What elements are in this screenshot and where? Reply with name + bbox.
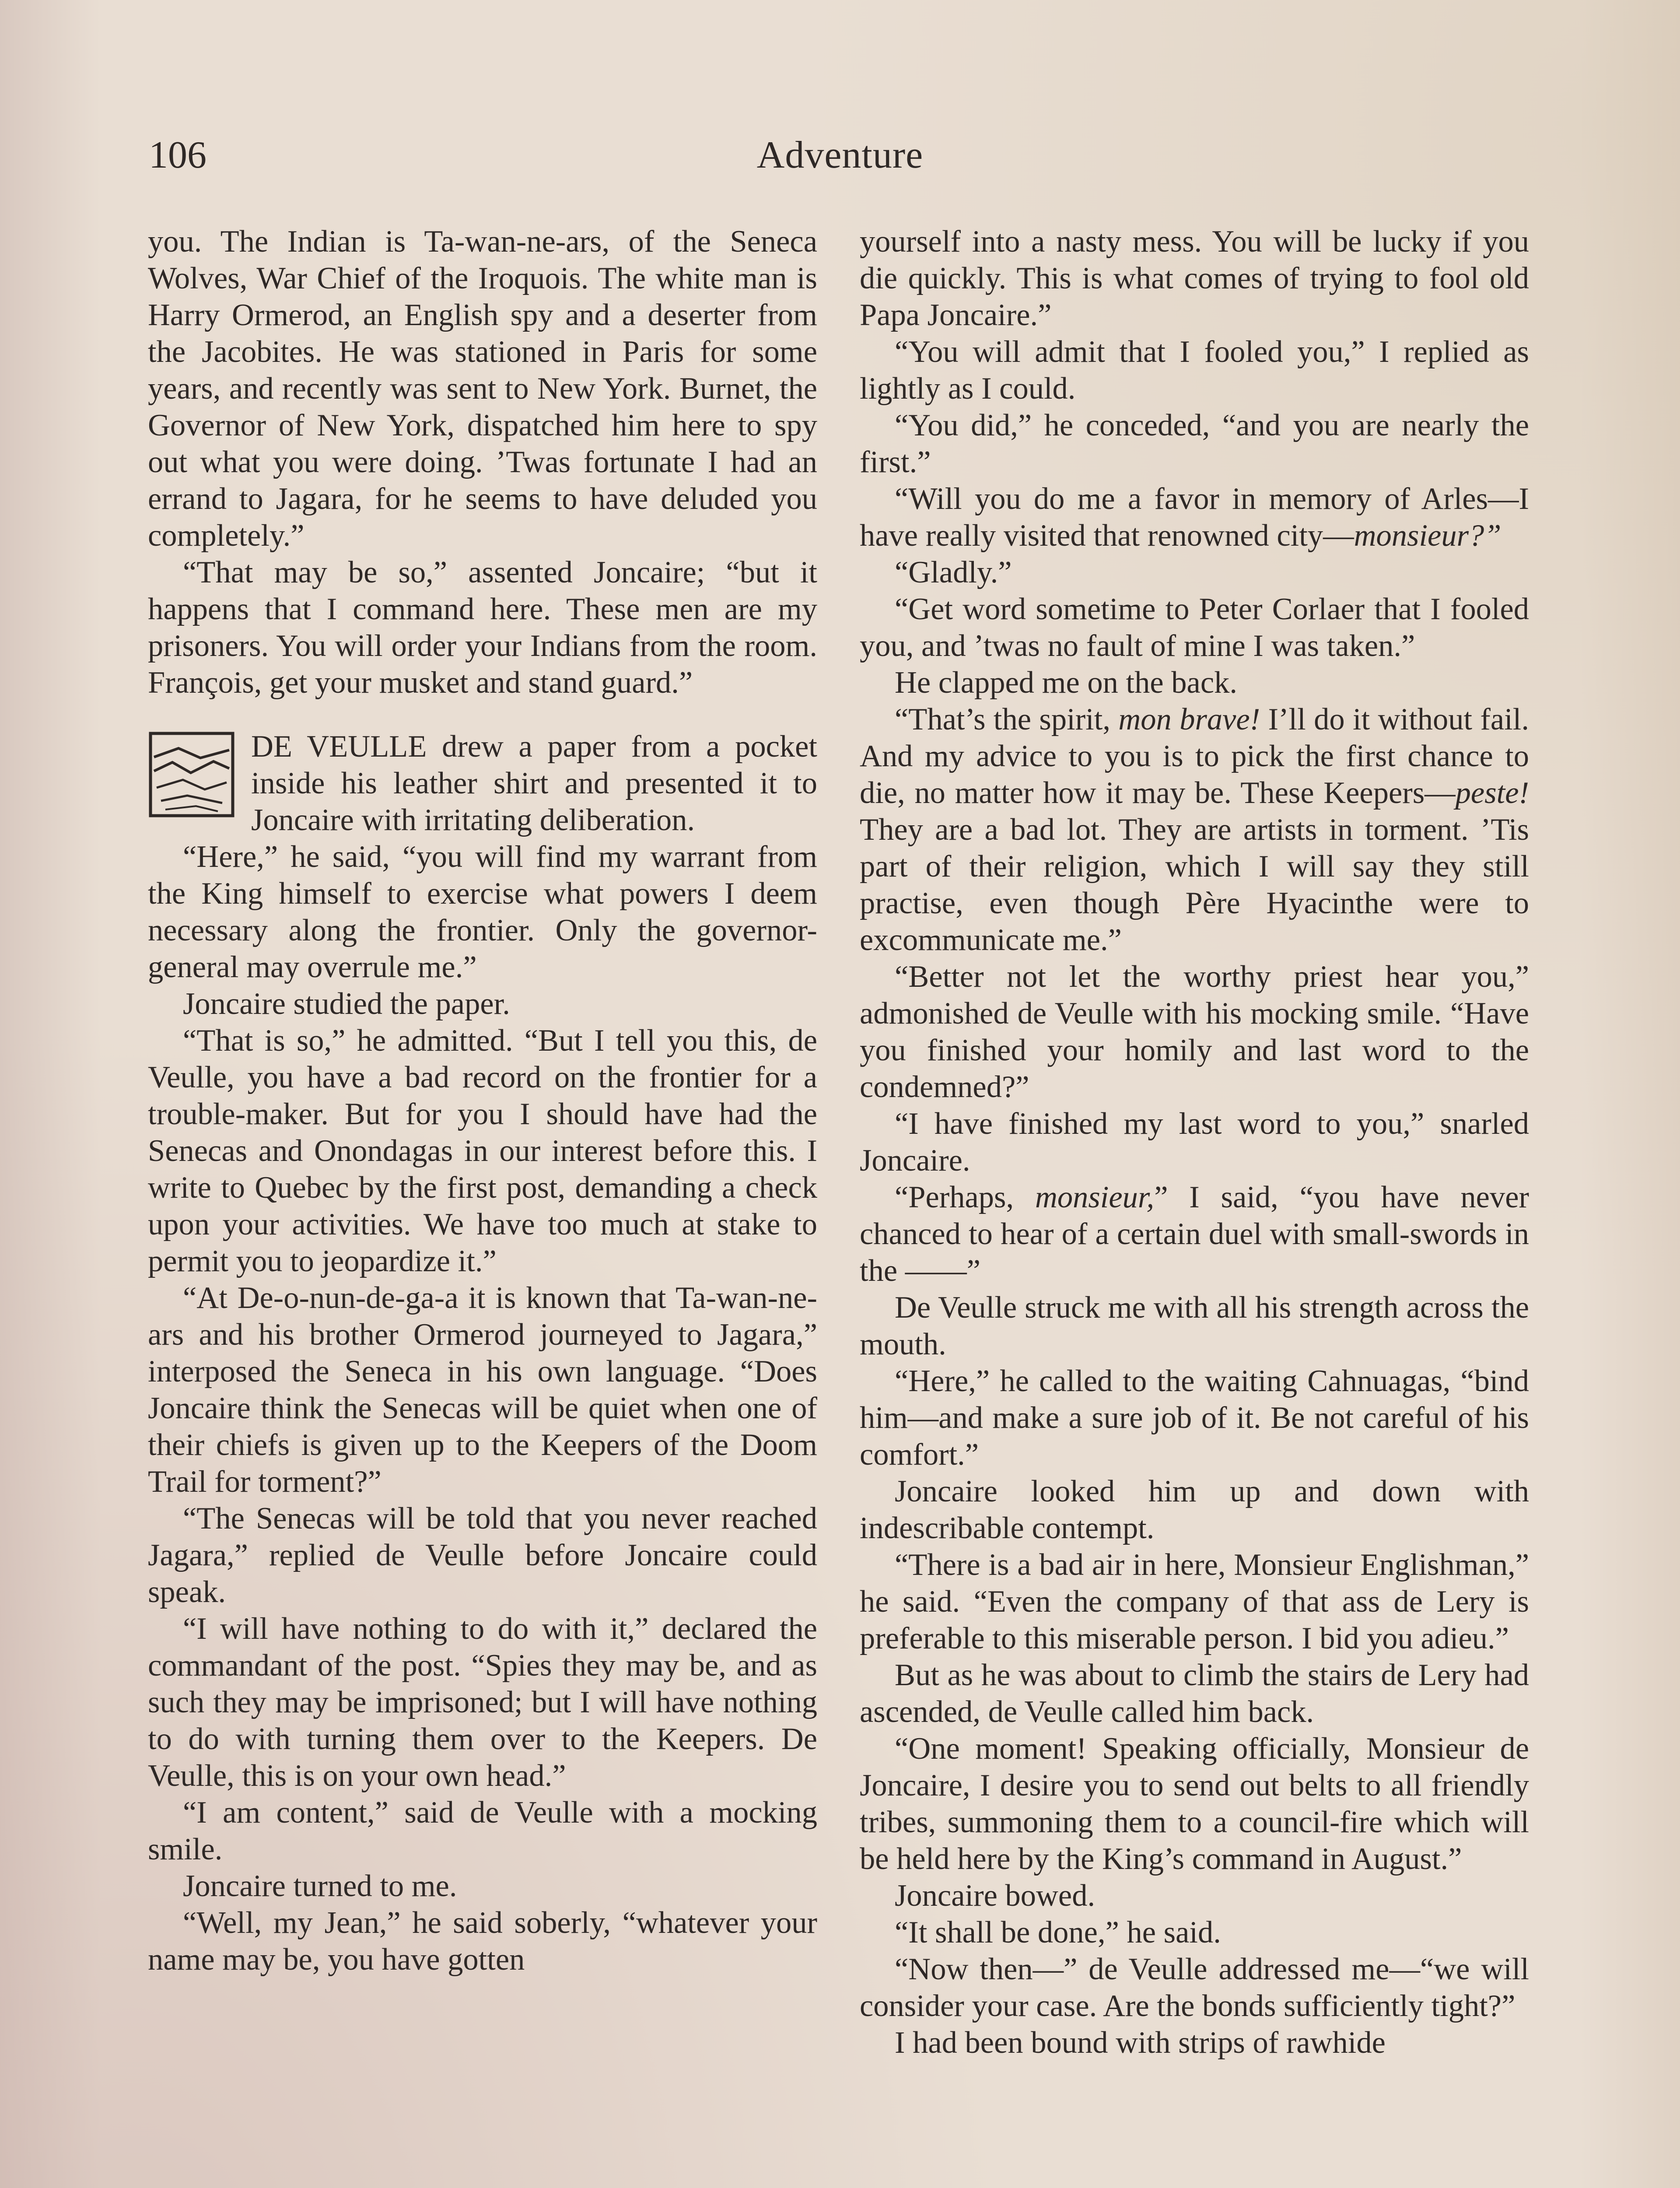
- paragraph: “Well, my Jean,” he said soberly, “whatever your name may be, you have gotten: [148, 1906, 817, 1977]
- paragraph: “I have finished my last word to you,” snarled Joncaire.: [860, 1107, 1529, 1178]
- page-header: [149, 131, 1531, 179]
- left-column: [148, 223, 817, 1978]
- paragraph: “You did,” he conceded, “and you are nearly the first.”: [860, 408, 1529, 479]
- right-column: [860, 223, 1529, 2061]
- paragraph: “I will have nothing to do with it,” declared the commandant of the post. “Spies they may be, and as such they may be imprisoned; but I will have nothing to do with turning them over to the Keepers. De Veulle, this is on your own head.”: [148, 1612, 817, 1793]
- paragraph: Joncaire bowed.: [895, 1879, 1096, 1913]
- paragraph: Joncaire looked him up and down with indescribable contempt.: [860, 1474, 1529, 1545]
- paragraph: “At De-o-nun-de-ga-a it is known that Ta-wan-ne-ars and his brother Ormerod journeyed to Jagara,” interposed the Seneca in his own language. “Does Joncaire think the Senecas will be quiet when one of their chiefs is given up to the Keepers of the Doom Trail for torment?”: [148, 1281, 817, 1499]
- paragraph: “Now then—” de Veulle addressed me—“we will consider your case. Are the bonds sufficiently tight?”: [860, 1952, 1529, 2023]
- paragraph: I had been bound with strips of rawhide: [895, 2026, 1386, 2060]
- text-run: I’ll do it without fail. And my advice to you is to pick the first chance to die, no matter how it may be. These Keepers—: [860, 702, 1529, 810]
- italic-text: monsieur?”: [1354, 519, 1502, 553]
- paragraph: Joncaire studied the paper.: [183, 987, 510, 1021]
- paragraph: Joncaire turned to me.: [183, 1869, 457, 1903]
- landscape-illustration-icon: [148, 731, 235, 818]
- paragraph: “Get word sometime to Peter Corlaer that I fooled you, and ’twas no fault of mine I was taken.”: [860, 592, 1529, 663]
- paragraph: [860, 701, 1529, 958]
- paragraph: “That may be so,” assented Joncaire; “but it happens that I command here. These men are my prisoners. You will order your Indians from the room. François, get your musket and stand guard.”: [148, 555, 817, 700]
- paragraph: “You will admit that I fooled you,” I replied as lightly as I could.: [860, 335, 1529, 406]
- paragraph: But as he was about to climb the stairs de Lery had ascended, de Veulle called him back.: [860, 1658, 1529, 1729]
- text-run: “Will you do me a favor in memory of Arles—I have really visited that renowned city—: [860, 482, 1529, 553]
- section-opening-paragraph: DE VEULLE drew a paper from a pocket inside his leather shirt and presented it to Joncaire with irritating deliberation.: [251, 729, 817, 837]
- text-run: ” I said, “you have never chanced to hear of a certain duel with small-swords in the ——”: [860, 1180, 1529, 1288]
- paragraph: “The Senecas will be told that you never reached Jagara,” replied de Veulle before Joncaire could speak.: [148, 1501, 817, 1609]
- paragraph: yourself into a nasty mess. You will be lucky if you die quickly. This is what comes of trying to fool old Papa Joncaire.”: [860, 224, 1529, 332]
- text-run: “That’s the spirit,: [895, 702, 1119, 736]
- paragraph: “It shall be done,” he said.: [895, 1915, 1221, 1950]
- page-number: 106: [149, 134, 206, 176]
- paragraph: “I am content,” said de Veulle with a mocking smile.: [148, 1795, 817, 1866]
- paragraph: “Better not let the worthy priest hear you,” admonished de Veulle with his mocking smile. “Have you finished your homily and last word to the condemned?”: [860, 960, 1529, 1104]
- italic-text: monsieur,: [1035, 1180, 1155, 1214]
- paragraph: “That is so,” he admitted. “But I tell you this, de Veulle, you have a bad record on the frontier for a trouble-maker. But for you I should have had the Senecas and Onondagas in our interest before this. I write to Quebec by the first post, demanding a check upon your activities. We have too much at stake to permit you to jeopardize it.”: [148, 1024, 817, 1278]
- text-run: They are a bad lot. They are artists in torment. ’Tis part of their religion, which I will say they still practise, even though Père Hyacinthe were to excommunicate me.”: [860, 813, 1529, 957]
- text-run: “Perhaps,: [895, 1180, 1035, 1214]
- paragraph: “One moment! Speaking officially, Monsieur de Joncaire, I desire you to send out belts to all friendly tribes, summoning them to a council-fire which will be held here by the King’s command in August.”: [860, 1732, 1529, 1876]
- paragraph: you. The Indian is Ta-wan-ne-ars, of the Seneca Wolves, War Chief of the Iroquois. The white man is Harry Ormerod, an English spy and a deserter from the Jacobites. He was stationed in Paris for some years, and recently was sent to New York. Burnet, the Governor of New York, dispatched him here to spy out what you were doing. ’Twas fortunate I had an errand to Jagara, for he seems to have deluded you completely.”: [148, 224, 817, 553]
- paragraph: He clapped me on the back.: [895, 666, 1238, 700]
- paragraph: De Veulle struck me with all his strength across the mouth.: [860, 1290, 1529, 1361]
- paragraph: [860, 480, 1529, 554]
- paragraph: “Gladly.”: [895, 555, 1012, 589]
- paragraph: [860, 1179, 1529, 1289]
- running-title: Adventure: [756, 134, 924, 176]
- paragraph: “Here,” he said, “you will find my warrant from the King himself to exercise what powers I deem necessary along the frontier. Only the governor-general may overrule me.”: [148, 840, 817, 984]
- italic-text: mon brave!: [1118, 702, 1260, 736]
- paragraph: “There is a bad air in here, Monsieur Englishman,” he said. “Even the company of that ass de Lery is preferable to this miserable person. I bid you adieu.”: [860, 1548, 1529, 1655]
- italic-text: peste!: [1455, 776, 1529, 810]
- paragraph: “Here,” he called to the waiting Cahnuagas, “bind him—and make a sure job of it. Be not careful of his comfort.”: [860, 1364, 1529, 1472]
